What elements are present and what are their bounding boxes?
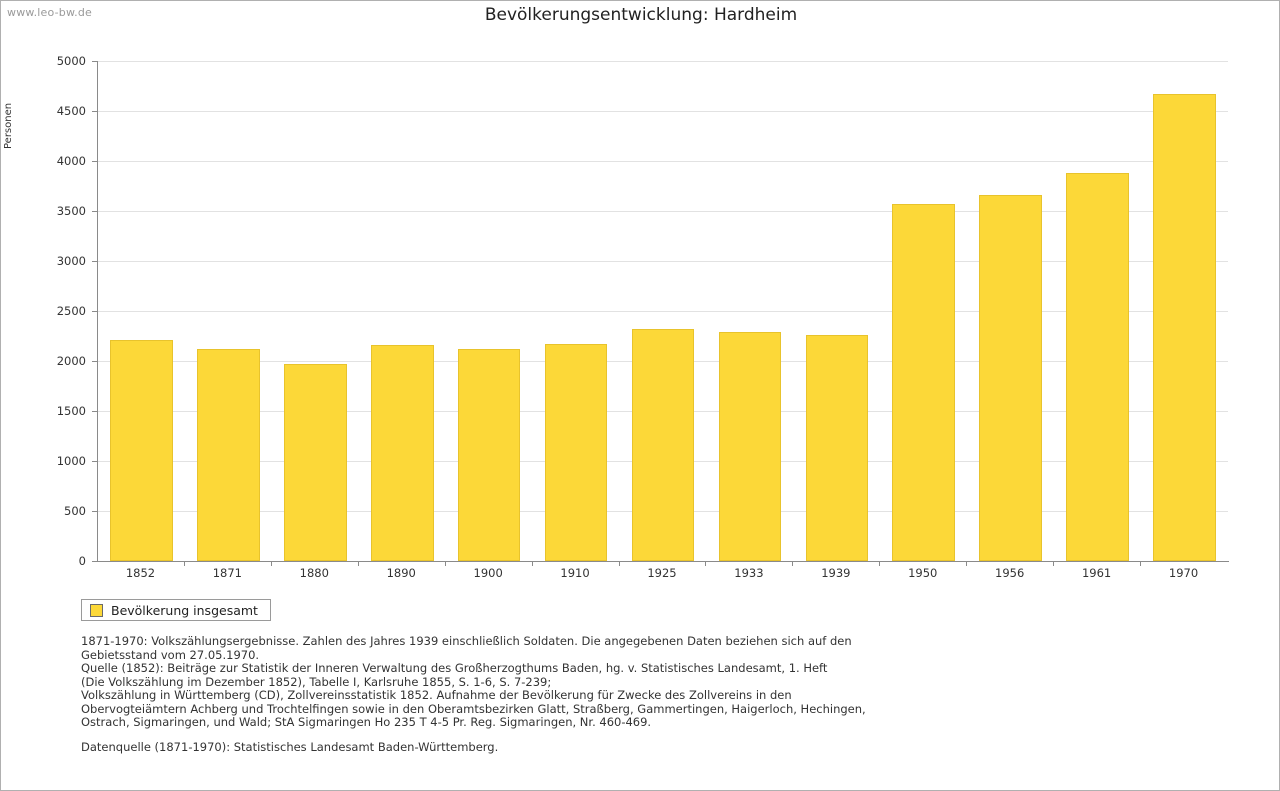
y-tick-label: 3000 xyxy=(56,254,86,268)
x-axis-line xyxy=(97,561,1229,562)
bar[interactable] xyxy=(719,332,782,562)
x-tick-mark xyxy=(271,561,272,566)
plot-area xyxy=(97,61,1228,561)
x-tick-mark xyxy=(445,561,446,566)
y-axis-label: Personen xyxy=(3,102,14,150)
x-tick-label: 1910 xyxy=(560,566,590,580)
source-note: Datenquelle (1871-1970): Statistisches Landesamt Baden-Württemberg. xyxy=(81,740,499,754)
y-tick-mark xyxy=(92,211,97,212)
x-tick-label: 1852 xyxy=(125,566,156,580)
gridline xyxy=(98,61,1228,62)
bar[interactable] xyxy=(110,340,173,561)
y-tick-mark xyxy=(92,311,97,312)
legend xyxy=(81,599,271,621)
y-tick-label: 1000 xyxy=(56,454,86,468)
legend-label: Bevölkerung insgesamt xyxy=(111,602,258,618)
y-tick-mark xyxy=(92,561,97,562)
x-tick-label: 1880 xyxy=(299,566,329,580)
x-tick-label: 1961 xyxy=(1081,566,1112,580)
y-tick-mark xyxy=(92,61,97,62)
bar[interactable] xyxy=(892,204,955,561)
legend-swatch xyxy=(90,604,103,617)
y-tick-label: 2000 xyxy=(56,354,86,368)
bar[interactable] xyxy=(545,344,608,562)
x-tick-mark xyxy=(1140,561,1141,566)
watermark: www.leo-bw.de xyxy=(7,6,93,19)
bar[interactable] xyxy=(806,335,869,562)
footnote-line: Gebietsstand vom 27.05.1970. xyxy=(81,647,260,662)
gridline xyxy=(98,211,1228,212)
y-tick-mark xyxy=(92,111,97,112)
bar[interactable] xyxy=(1153,94,1216,562)
x-tick-label: 1900 xyxy=(473,566,503,580)
gridline xyxy=(98,111,1228,112)
x-tick-mark xyxy=(792,561,793,566)
bar[interactable] xyxy=(1066,173,1129,562)
x-tick-label: 1939 xyxy=(821,566,851,580)
page-title: Bevölkerungsentwicklung: Hardheim xyxy=(484,5,798,25)
y-tick-label: 2500 xyxy=(56,304,86,318)
bar[interactable] xyxy=(979,195,1042,562)
footnote-line: Obervogteiämtern Achberg und Trochtelfingen sowie in den Oberamtsbezirken Glatt, Straßberg, Gammertingen, Haigerloch, Hechingen, xyxy=(81,701,866,716)
x-tick-mark xyxy=(879,561,880,566)
y-tick-mark xyxy=(92,511,97,512)
y-tick-label: 4000 xyxy=(56,154,86,168)
bar[interactable] xyxy=(197,349,260,561)
x-tick-mark xyxy=(705,561,706,566)
x-tick-label: 1933 xyxy=(734,566,764,580)
bar[interactable] xyxy=(284,364,347,562)
y-tick-label: 3500 xyxy=(56,204,86,218)
x-tick-label: 1871 xyxy=(212,566,243,580)
y-tick-label: 5000 xyxy=(56,54,86,68)
bar[interactable] xyxy=(371,345,434,562)
gridline xyxy=(98,261,1228,262)
footnote-line: Quelle (1852): Beiträge zur Statistik der Inneren Verwaltung des Großherzogthums Baden, hg. v. Statistisches Landesamt, 1. Heft xyxy=(81,661,828,675)
footnotes xyxy=(81,635,1201,730)
gridline xyxy=(98,311,1228,312)
y-tick-mark xyxy=(92,461,97,462)
y-tick-mark xyxy=(92,261,97,262)
x-tick-label: 1890 xyxy=(386,566,416,580)
footnote-line: 1871-1970: Volkszählungsergebnisse. Zahlen des Jahres 1939 einschließlich Soldaten. Die angegebenen Daten beziehen sich auf den xyxy=(81,634,852,648)
y-tick-label: 1500 xyxy=(56,404,86,418)
y-tick-label: 500 xyxy=(64,504,86,518)
x-tick-label: 1925 xyxy=(647,566,677,580)
x-tick-mark xyxy=(532,561,533,566)
x-tick-label: 1950 xyxy=(908,566,938,580)
x-tick-mark xyxy=(619,561,620,566)
y-tick-mark xyxy=(92,161,97,162)
y-tick-label: 4500 xyxy=(56,104,86,118)
y-tick-mark xyxy=(92,361,97,362)
bar[interactable] xyxy=(458,349,521,561)
gridline xyxy=(98,161,1228,162)
x-tick-mark xyxy=(1053,561,1054,566)
x-tick-mark xyxy=(184,561,185,566)
x-tick-mark xyxy=(966,561,967,566)
x-tick-label: 1956 xyxy=(995,566,1025,580)
x-tick-mark xyxy=(358,561,359,566)
footnote-line: Ostrach, Sigmaringen, und Wald; StA Sigmaringen Ho 235 T 4-5 Pr. Reg. Sigmaringen, Nr. 460-469. xyxy=(81,715,652,729)
y-tick-label: 0 xyxy=(78,554,86,568)
bar[interactable] xyxy=(632,329,695,561)
x-tick-label: 1970 xyxy=(1168,566,1199,580)
footnote-line: Volkszählung in Württemberg (CD), Zollvereinsstatistik 1852. Aufnahme der Bevölkerung für Zwecke des Zollvereins in den xyxy=(81,688,792,702)
y-tick-mark xyxy=(92,411,97,412)
footnote-line: (Die Volkszählung im Dezember 1852), Tabelle I, Karlsruhe 1855, S. 1-6, S. 7-239; xyxy=(81,674,552,689)
